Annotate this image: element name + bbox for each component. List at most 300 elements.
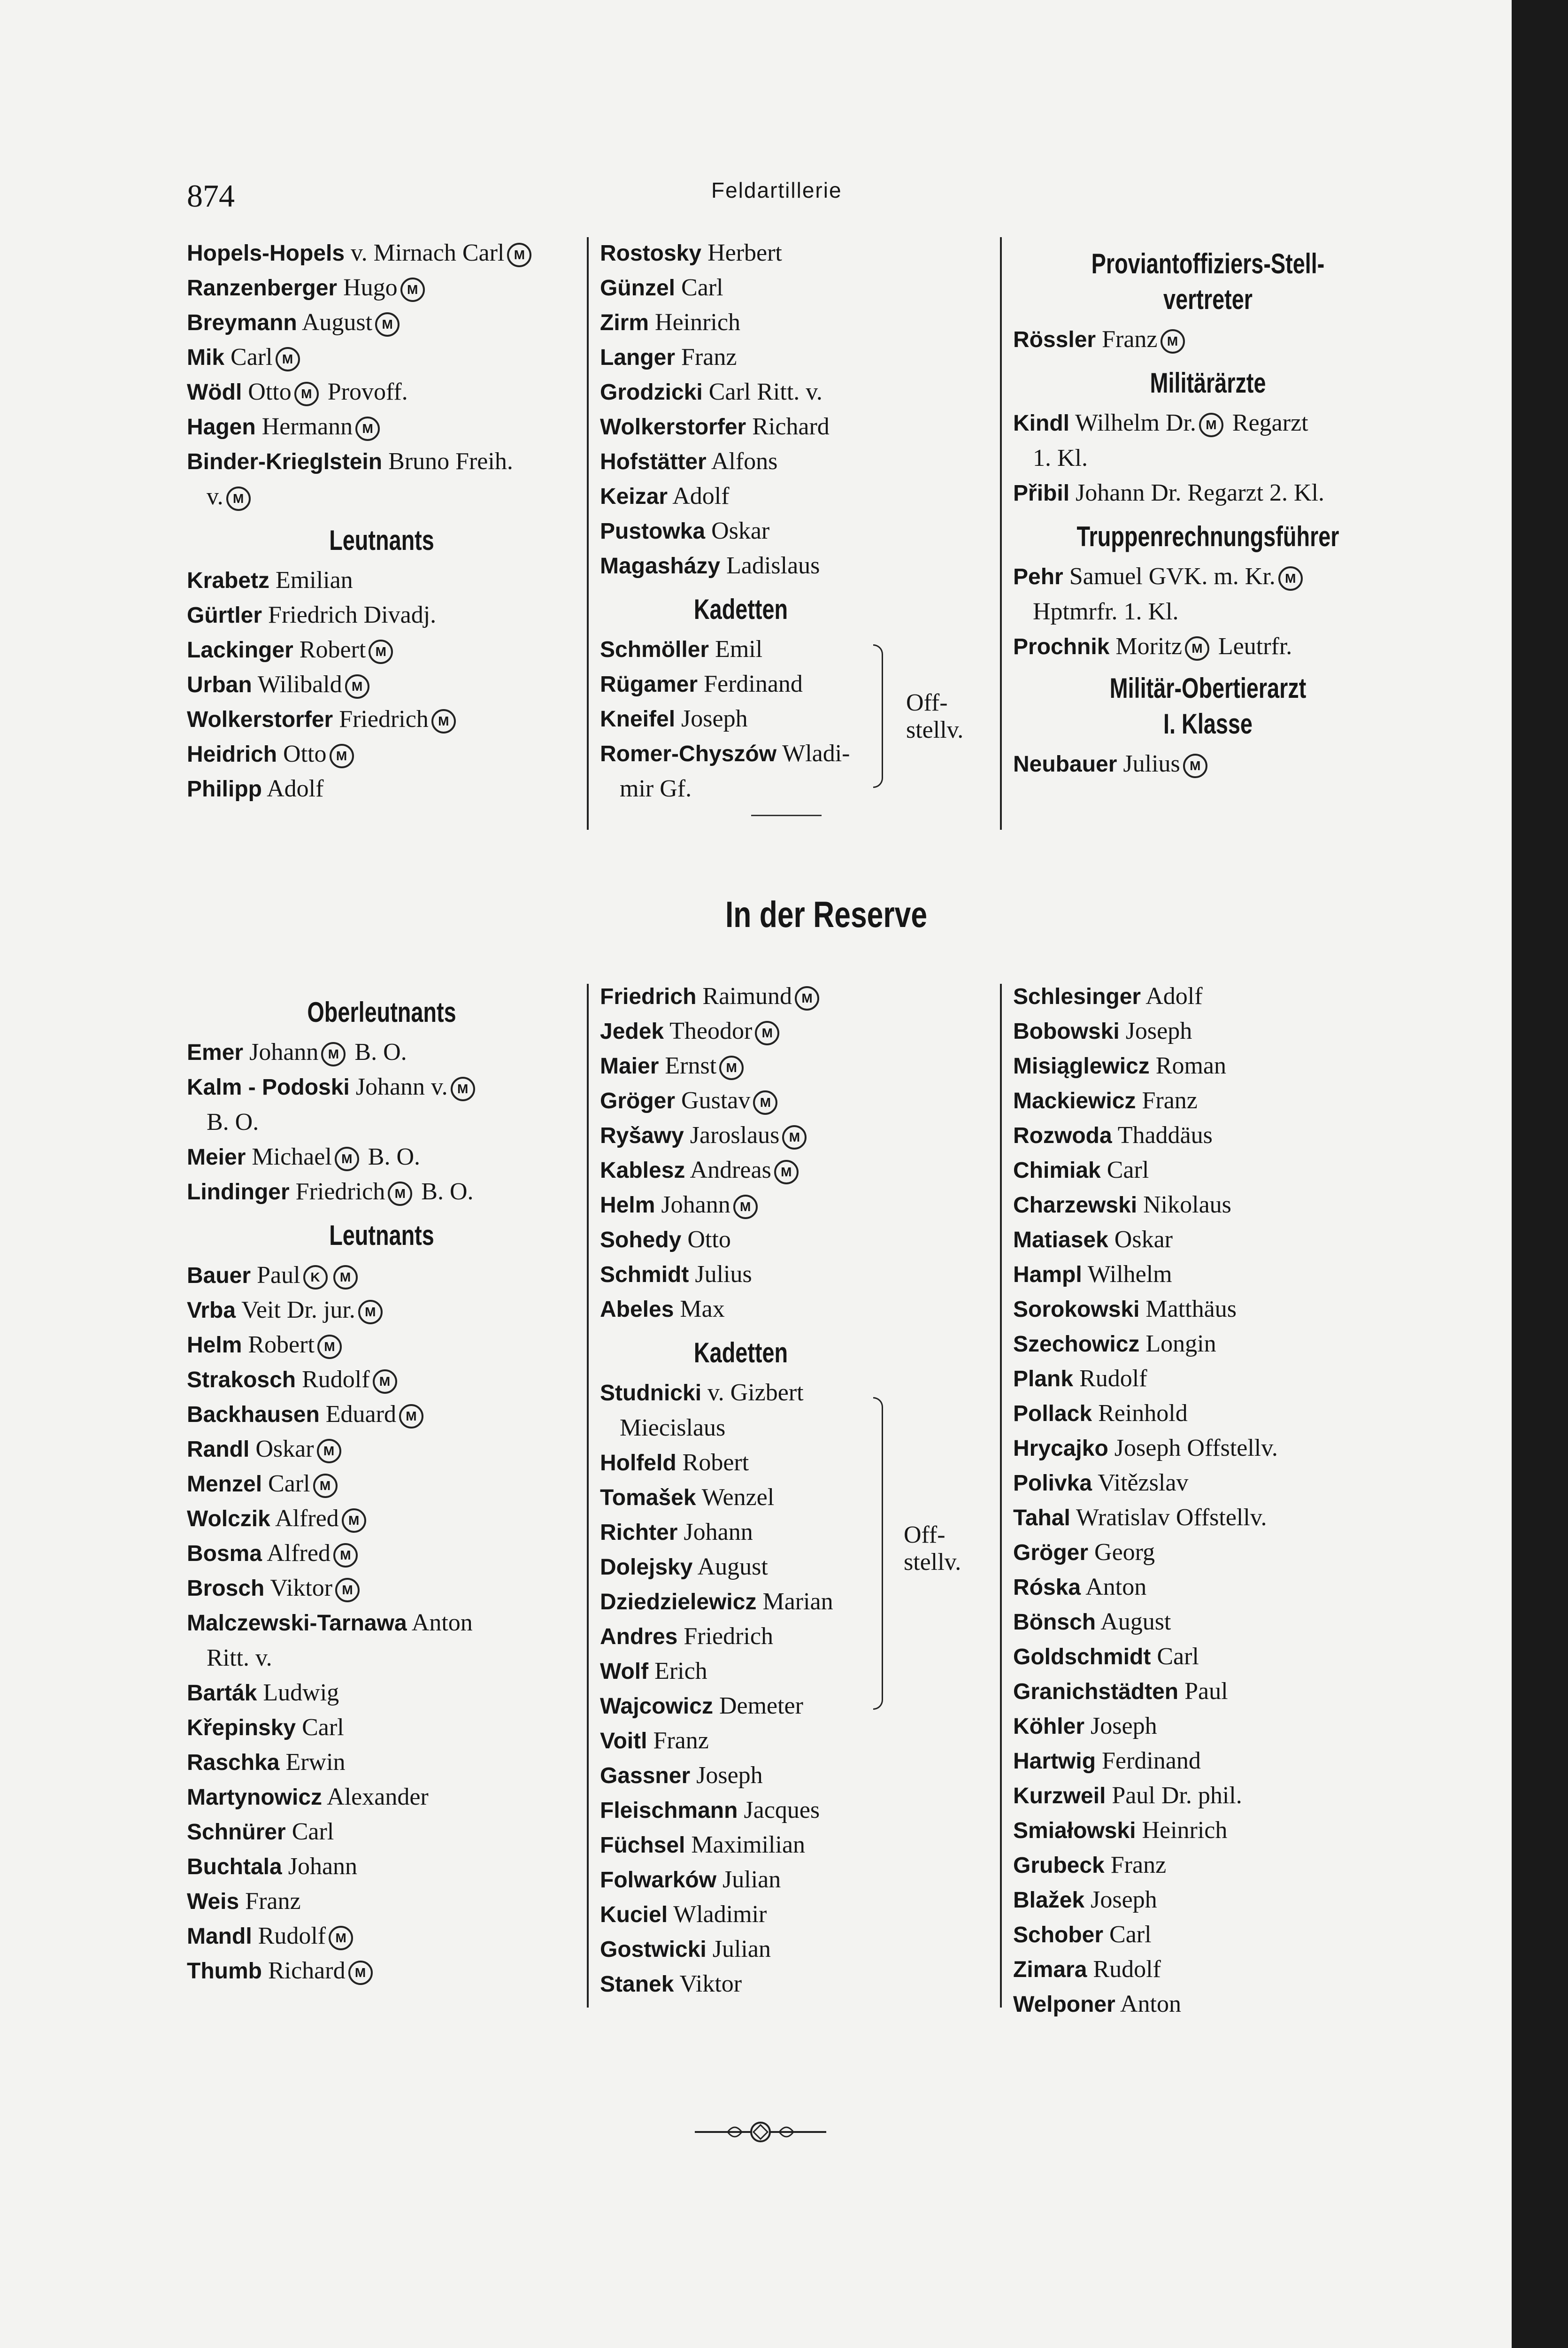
column-reserve-right <box>1013 979 1403 2022</box>
surname: Langer <box>600 345 676 370</box>
given-name: Franz <box>647 1727 709 1754</box>
section-heading: Kadetten <box>693 1337 788 1368</box>
m-mark-icon: M <box>1161 329 1185 354</box>
surname: Philipp <box>187 777 262 802</box>
list-item <box>1013 1153 1403 1188</box>
list-item <box>600 305 882 340</box>
divider-reserve-1 <box>587 984 589 2008</box>
given-name: Michael <box>246 1143 332 1170</box>
m-mark-icon: M <box>753 1090 777 1115</box>
list-item <box>1013 1049 1403 1083</box>
given-name: Wilhelm <box>1082 1261 1172 1288</box>
surname: Martynowicz <box>187 1785 323 1810</box>
given-name: Vitězslav <box>1092 1469 1189 1496</box>
list-item <box>600 1118 882 1153</box>
given-name: Paul <box>1178 1678 1228 1705</box>
running-title: Feldartillerie <box>711 178 842 202</box>
given-name: Ferdinand <box>1096 1747 1201 1774</box>
k-mark-icon: K <box>303 1265 328 1290</box>
list-item <box>187 702 576 737</box>
given-name: Julian <box>716 1866 781 1893</box>
list-item <box>600 514 882 548</box>
list-item <box>187 1815 576 1849</box>
given-name: Theodor <box>664 1018 753 1044</box>
surname: Rügamer <box>600 672 698 697</box>
list-item <box>1013 1188 1403 1222</box>
surname: Polivka <box>1013 1471 1092 1496</box>
given-name: Friedrich Divadj. <box>262 602 437 628</box>
list-item <box>187 1849 576 1884</box>
surname: Studnicki <box>600 1381 702 1406</box>
given-name: Julius <box>689 1261 752 1288</box>
continuation: Ritt. v. <box>207 1645 272 1671</box>
m-mark-icon: M <box>399 1404 423 1429</box>
m-mark-icon: M <box>333 1265 358 1290</box>
given-name: Franz <box>1136 1087 1198 1114</box>
surname: Urban <box>187 672 252 697</box>
surname: Hartwig <box>1013 1749 1096 1774</box>
list-item <box>1013 1570 1403 1605</box>
given-name: August <box>1096 1608 1171 1635</box>
m-mark-icon: M <box>313 1474 338 1498</box>
list-item <box>187 772 576 806</box>
surname: Keizar <box>600 484 668 509</box>
list-item <box>600 1689 882 1723</box>
m-mark-icon: M <box>330 744 354 768</box>
given-name: Erwin <box>279 1749 346 1776</box>
given-name: Carl <box>675 274 723 301</box>
given-name: Oskar <box>705 517 770 544</box>
list-item <box>1013 1813 1403 1848</box>
surname: Hrycajko <box>1013 1436 1108 1461</box>
given-name: Carl <box>1103 1921 1152 1948</box>
list-item <box>1013 1361 1403 1396</box>
section-heading: Leutnants <box>329 525 434 556</box>
list-item <box>1013 629 1403 664</box>
given-name: Anton <box>1081 1574 1147 1600</box>
m-mark-icon: M <box>451 1077 475 1101</box>
m-mark-icon: M <box>431 709 456 734</box>
m-mark-icon: M <box>1278 566 1303 591</box>
surname: Smiałowski <box>1013 1818 1136 1843</box>
surname: Matiasek <box>1013 1228 1108 1252</box>
list-item <box>600 409 882 444</box>
surname: Hampl <box>1013 1262 1082 1287</box>
surname: Pollack <box>1013 1401 1092 1426</box>
given-name: Franz <box>1096 326 1158 353</box>
given-name: August <box>692 1553 768 1580</box>
surname: Stanek <box>600 1972 674 1997</box>
given-name: Johann Dr. Regarzt 2. Kl. <box>1069 479 1325 506</box>
suffix: B. O. <box>421 1178 474 1205</box>
list-item <box>187 1501 576 1536</box>
surname: Hopels-Hopels <box>187 241 345 266</box>
given-name: Rudolf <box>1073 1365 1147 1392</box>
surname: Menzel <box>187 1472 262 1497</box>
list-item <box>600 632 882 667</box>
list-item <box>1013 1431 1403 1466</box>
surname: Přibil <box>1013 481 1070 506</box>
list-item <box>1013 1083 1403 1118</box>
given-name: Johann <box>655 1191 730 1218</box>
surname: Kablesz <box>600 1158 685 1183</box>
given-name: Richard <box>261 1957 346 1984</box>
surname: Zimara <box>1013 1957 1087 1982</box>
list-item <box>600 270 882 305</box>
surname: Chimiak <box>1013 1158 1101 1183</box>
list-item <box>187 1467 576 1501</box>
surname: Holfeld <box>600 1451 676 1475</box>
given-name: Paul <box>251 1262 300 1289</box>
list-item <box>600 375 882 409</box>
surname: Róska <box>1013 1575 1081 1600</box>
given-name: August <box>297 309 373 336</box>
m-mark-icon: M <box>507 243 531 267</box>
surname: Wolkerstorfer <box>600 415 746 440</box>
given-name: Eduard <box>319 1401 396 1428</box>
m-mark-icon: M <box>774 1160 799 1184</box>
given-name: Anton <box>407 1609 473 1636</box>
list-item <box>187 1745 576 1780</box>
brace-label-line2: stellv. <box>904 1549 961 1576</box>
m-mark-icon: M <box>388 1182 412 1206</box>
list-item <box>600 1445 882 1480</box>
given-name: Wilibald <box>252 671 342 698</box>
column-reserve-left <box>187 986 576 1988</box>
given-name: Franz <box>239 1888 301 1915</box>
given-name: Alfons <box>706 448 778 475</box>
given-name: Rudolf <box>1087 1956 1161 1983</box>
list-item <box>1013 1118 1403 1153</box>
list-item <box>1013 476 1403 510</box>
m-mark-icon: M <box>321 1042 346 1066</box>
given-name: Adolf <box>1141 983 1203 1010</box>
given-name: Heinrich <box>1136 1817 1228 1844</box>
given-name: Joseph <box>1119 1018 1192 1044</box>
m-mark-icon: M <box>276 347 300 371</box>
list-item <box>187 1571 576 1606</box>
surname: Zirm <box>600 310 649 335</box>
list-item <box>600 1897 882 1932</box>
list-item <box>600 1793 882 1828</box>
surname: Backhausen <box>187 1402 320 1427</box>
surname: Krabetz <box>187 568 270 593</box>
surname: Bobowski <box>1013 1019 1120 1044</box>
surname: Plank <box>1013 1367 1074 1391</box>
list-item <box>187 1884 576 1919</box>
m-mark-icon: M <box>317 1335 342 1359</box>
surname: Welponer <box>1013 1992 1115 2017</box>
surname: Dolejsky <box>600 1555 693 1580</box>
given-name: Moritz <box>1109 633 1182 660</box>
given-name: Max <box>674 1296 725 1322</box>
list-item <box>600 1292 882 1327</box>
given-name: Roman <box>1149 1052 1226 1079</box>
list-item <box>1013 406 1403 476</box>
suffix: Provoff. <box>327 378 408 405</box>
list-item <box>1013 1396 1403 1431</box>
given-name: Ladislaus <box>720 552 820 579</box>
list-item <box>187 1780 576 1815</box>
surname: Bauer <box>187 1263 251 1288</box>
surname: Rössler <box>1013 327 1096 352</box>
surname: Mackiewicz <box>1013 1089 1136 1113</box>
list-item <box>600 479 882 514</box>
brace-top-kadetten <box>873 644 883 788</box>
list-item <box>600 1222 882 1257</box>
list-item <box>187 563 576 598</box>
surname: Binder-Krieglstein <box>187 449 383 474</box>
given-name: Johann <box>282 1853 358 1880</box>
list-item <box>1013 979 1403 1014</box>
surname: Hagen <box>187 415 256 440</box>
surname: Friedrich <box>600 984 697 1009</box>
surname: Bosma <box>187 1541 262 1566</box>
surname: Schlesinger <box>1013 984 1141 1009</box>
surname: Szechowicz <box>1013 1332 1140 1357</box>
surname: Emer <box>187 1040 244 1065</box>
m-mark-icon: M <box>294 382 319 406</box>
given-name: Adolf <box>668 483 730 510</box>
surname: Charzewski <box>1013 1193 1138 1218</box>
section-heading-line: Proviantoffiziers-Stell- <box>1091 248 1325 279</box>
surname: Schmöller <box>600 637 709 662</box>
given-name: Carl <box>262 1470 310 1497</box>
surname: Goldschmidt <box>1013 1645 1151 1669</box>
given-name: Erich <box>648 1658 707 1684</box>
given-name: Joseph <box>675 705 748 732</box>
list-item <box>600 1862 882 1897</box>
section-heading: Oberleutnants <box>307 996 456 1028</box>
list-item <box>1013 1257 1403 1292</box>
given-name: Anton <box>1115 1991 1181 2017</box>
suffix: Regarzt <box>1232 409 1308 436</box>
list-item <box>600 1083 882 1118</box>
continuation: mir Gf. <box>620 775 692 802</box>
surname: Fleischmann <box>600 1798 738 1823</box>
suffix: B. O. <box>368 1143 421 1170</box>
continuation: Miecislaus <box>620 1414 726 1441</box>
list-item <box>187 1293 576 1328</box>
list-item <box>187 1362 576 1397</box>
list-item <box>187 1432 576 1467</box>
surname: Granichstädten <box>1013 1679 1179 1704</box>
surname: Gassner <box>600 1763 691 1788</box>
list-item <box>1013 1778 1403 1813</box>
section-heading-line: vertreter <box>1163 284 1253 315</box>
surname: Wolkerstorfer <box>187 707 333 732</box>
given-name: Julian <box>706 1936 771 1962</box>
surname: Sohedy <box>600 1228 682 1252</box>
given-name: Herbert <box>701 239 782 266</box>
list-item <box>187 737 576 772</box>
section-heading-line: Militär-Obertierarzt <box>1109 672 1307 704</box>
list-item <box>600 340 882 375</box>
surname: Rostosky <box>600 241 702 266</box>
given-name: Franz <box>675 344 737 371</box>
given-name: v. Mirnach Carl <box>345 239 505 266</box>
given-name: Bruno Freih. <box>382 448 513 475</box>
given-name: Samuel GVK. m. Kr. <box>1063 563 1276 590</box>
list-item <box>1013 1500 1403 1535</box>
given-name: v. Gizbert <box>701 1379 804 1406</box>
given-name: Demeter <box>713 1692 803 1719</box>
list-item <box>600 444 882 479</box>
given-name: Carl <box>285 1818 334 1845</box>
surname: Neubauer <box>1013 752 1117 777</box>
given-name: Joseph <box>1084 1886 1157 1913</box>
surname: Weis <box>187 1889 239 1914</box>
list-item <box>1013 1987 1403 2022</box>
ornament-icon <box>690 2113 831 2151</box>
given-name: Alfred <box>270 1505 339 1532</box>
continuation: v. M <box>187 479 576 514</box>
given-name: Carl Ritt. v. <box>702 378 822 405</box>
surname: Romer-Chyszów <box>600 741 777 766</box>
m-mark-icon: M <box>329 1926 353 1950</box>
list-item <box>600 1723 882 1758</box>
surname: Buchtala <box>187 1854 282 1879</box>
given-name: Oskar <box>1108 1226 1173 1253</box>
surname: Schober <box>1013 1923 1104 1947</box>
surname: Lindinger <box>187 1180 290 1205</box>
given-name: Andreas <box>685 1157 771 1183</box>
surname: Mandl <box>187 1924 252 1949</box>
list-item <box>187 1954 576 1988</box>
section-heading: Militärärzte <box>1150 367 1266 399</box>
list-item <box>187 305 576 340</box>
given-name: Emil <box>709 636 763 663</box>
surname: Barták <box>187 1681 257 1706</box>
section-heading: Kadetten <box>693 594 788 625</box>
surname: Křepinsky <box>187 1715 296 1740</box>
given-name: Ferdinand <box>698 671 803 697</box>
list-item <box>1013 1466 1403 1500</box>
surname: Gröger <box>600 1089 676 1113</box>
m-mark-icon: M <box>333 1543 358 1568</box>
given-name: Thaddäus <box>1112 1122 1213 1149</box>
m-mark-icon: M <box>317 1439 341 1463</box>
surname: Kurzweil <box>1013 1784 1106 1808</box>
given-name: Robert <box>293 636 366 663</box>
given-name: Carl <box>296 1714 344 1741</box>
continuation: Hptmrfr. 1. Kl. <box>1033 598 1179 625</box>
given-name: Matthäus <box>1139 1296 1237 1322</box>
list-item <box>1013 1744 1403 1778</box>
list-item <box>187 1070 576 1140</box>
list-item <box>600 1014 882 1049</box>
given-name: Nikolaus <box>1137 1191 1231 1218</box>
list-item <box>600 1049 882 1083</box>
surname: Folwarków <box>600 1868 717 1892</box>
surname: Ryšawy <box>600 1123 684 1148</box>
given-name: Emilian <box>269 567 353 594</box>
list-item <box>1013 1535 1403 1570</box>
given-name: Robert <box>242 1331 315 1358</box>
surname: Magasházy <box>600 554 721 579</box>
section-heading <box>1056 671 1360 742</box>
given-name: Friedrich <box>677 1623 773 1650</box>
surname: Andres <box>600 1624 678 1649</box>
list-item <box>187 1676 576 1710</box>
m-mark-icon: M <box>342 1508 366 1533</box>
surname: Schmidt <box>600 1262 689 1287</box>
surname: Hofstätter <box>600 449 707 474</box>
list-item <box>600 1515 882 1550</box>
divider-top-1 <box>587 237 589 830</box>
m-mark-icon: M <box>345 674 369 699</box>
section-heading: Truppenrechnungsführer <box>1076 521 1339 552</box>
m-mark-icon: M <box>733 1195 758 1219</box>
given-name: Oskar <box>249 1436 314 1462</box>
suffix: B. O. <box>354 1039 407 1066</box>
given-name: Joseph Offstellv. <box>1108 1435 1278 1461</box>
m-mark-icon: M <box>226 487 251 511</box>
surname: Wolczik <box>187 1506 270 1531</box>
surname: Strakosch <box>187 1367 296 1392</box>
surname: Bönsch <box>1013 1610 1096 1635</box>
given-name: Viktor <box>674 1970 742 1997</box>
list-item <box>187 667 576 702</box>
divider-top-2 <box>1000 237 1002 830</box>
given-name: Richard <box>746 413 830 440</box>
list-item <box>600 1932 882 1967</box>
list-item <box>187 1397 576 1432</box>
list-item <box>600 1654 882 1689</box>
given-name: Alfred <box>262 1540 331 1567</box>
given-name: Georg <box>1088 1539 1155 1566</box>
given-name: Robert <box>676 1449 749 1476</box>
m-mark-icon: M <box>335 1578 360 1602</box>
given-name: Viktor <box>264 1575 333 1601</box>
surname: Breymann <box>187 310 297 335</box>
list-item <box>187 1710 576 1745</box>
brace-label-reserve <box>904 1522 961 1576</box>
column-top-right <box>1013 239 1403 781</box>
surname: Kuciel <box>600 1902 668 1927</box>
list-item <box>600 548 882 583</box>
given-name: Johann <box>243 1039 319 1066</box>
continuation: B. O. <box>207 1109 259 1135</box>
given-name: Johann v. <box>349 1074 448 1100</box>
surname: Günzel <box>600 276 676 301</box>
list-item <box>600 736 882 806</box>
given-name: Maximilian <box>685 1831 806 1858</box>
surname: Thumb <box>187 1959 262 1984</box>
surname: Gostwicki <box>600 1937 707 1962</box>
given-name: Carl <box>1100 1157 1149 1183</box>
given-name: Carl <box>224 344 273 371</box>
given-name: Carl <box>1151 1643 1199 1670</box>
list-item <box>1013 1014 1403 1049</box>
section-heading: Leutnants <box>329 1220 434 1251</box>
list-item <box>600 1257 882 1292</box>
m-mark-icon: M <box>782 1125 807 1150</box>
surname: Dziedzielewicz <box>600 1590 757 1614</box>
list-item <box>1013 1639 1403 1674</box>
surname: Ranzenberger <box>187 276 338 301</box>
list-item <box>187 444 576 514</box>
list-item <box>187 1328 576 1362</box>
list-item <box>187 1919 576 1954</box>
brace-label-top <box>906 689 963 744</box>
given-name: Heinrich <box>649 309 740 336</box>
surname: Randl <box>187 1437 250 1462</box>
surname: Kalm - Podoski <box>187 1075 350 1100</box>
given-name: Wladimir <box>668 1901 767 1928</box>
section-heading <box>1056 246 1360 317</box>
list-item <box>600 1828 882 1862</box>
